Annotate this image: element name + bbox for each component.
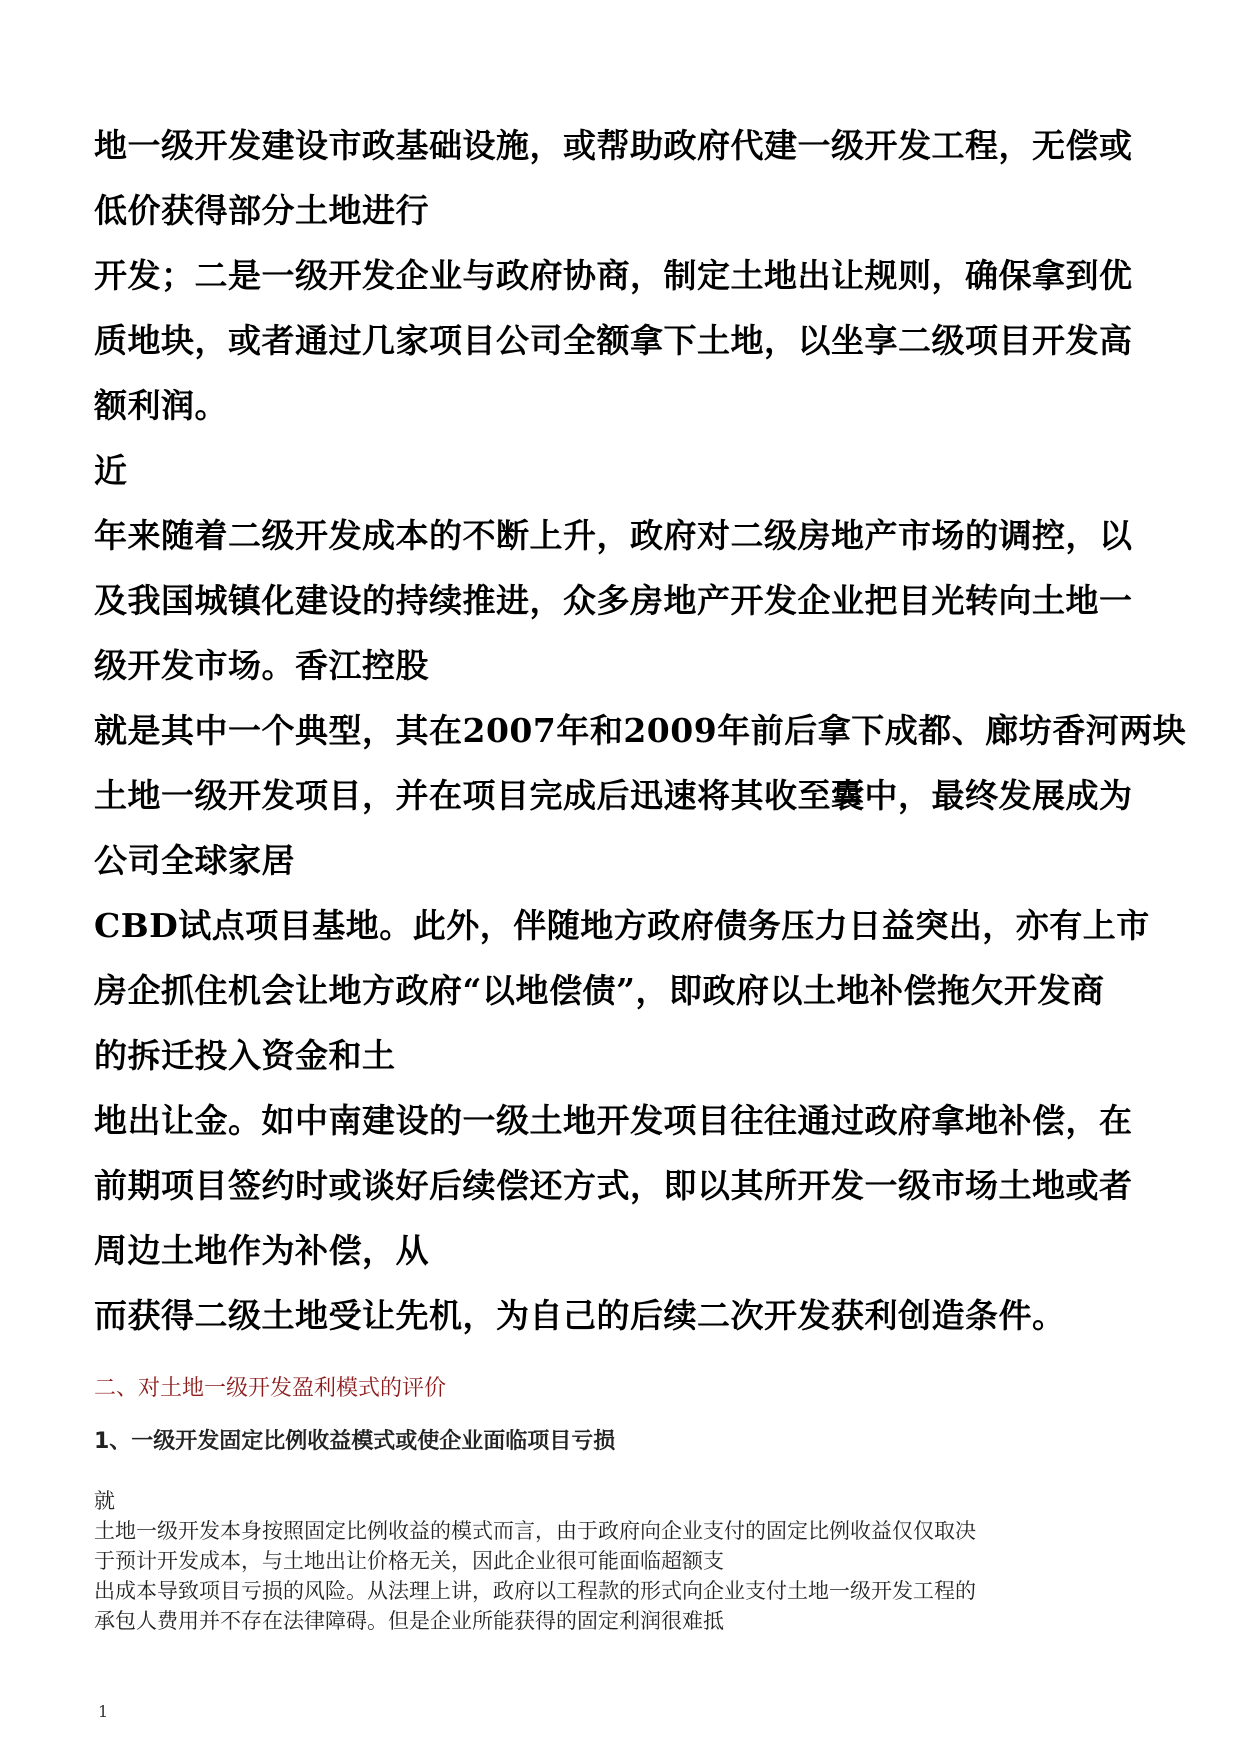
body-line: 地出让金。如中南建设的一级土地开发项目往往通过政府拿地补偿，在	[94, 1101, 1133, 1140]
body-line: 近	[94, 451, 128, 490]
body-line: 额利润。	[94, 386, 228, 425]
body-text-small	[94, 1486, 1164, 1636]
small-line: 于预计开发成本，与土地出让价格无关，因此企业很可能面临超额支	[94, 1549, 724, 1573]
page-number: 1	[98, 1702, 109, 1721]
subsection-heading: 1、一级开发固定比例收益模式或使企业面临项目亏损	[94, 1429, 616, 1454]
body-line: 质地块，或者通过几家项目公司全额拿下土地，以坐享二级项目开发高	[94, 321, 1133, 360]
body-line: 低价获得部分土地进行	[94, 191, 429, 230]
body-line: 的拆迁投入资金和土	[94, 1036, 396, 1075]
small-line: 就	[94, 1489, 115, 1513]
body-line: 房企抓住机会让地方政府“以地偿债”，即政府以土地补偿拖欠开发商	[94, 971, 1105, 1010]
body-line: 土地一级开发项目，并在项目完成后迅速将其收至囊中，最终发展成为	[94, 776, 1133, 815]
body-line: 而获得二级土地受让先机，为自己的后续二次开发获利创造条件。	[94, 1296, 1066, 1335]
small-line: 出成本导致项目亏损的风险。从法理上讲，政府以工程款的形式向企业支付土地一级开发工程的	[94, 1579, 976, 1603]
body-line: 开发；二是一级开发企业与政府协商，制定土地出让规则，确保拿到优	[94, 256, 1133, 295]
small-line: 土地一级开发本身按照固定比例收益的模式而言，由于政府向企业支付的固定比例收益仅仅取决	[94, 1519, 976, 1543]
body-line: CBD试点项目基地。此外，伴随地方政府债务压力日益突出，亦有上市	[94, 906, 1150, 945]
body-text-large	[94, 113, 1187, 1348]
body-line: 地一级开发建设市政基础设施，或帮助政府代建一级开发工程，无偿或	[94, 126, 1133, 165]
body-line: 就是其中一个典型，其在2007年和2009年前后拿下成都、廊坊香河两块	[94, 711, 1187, 750]
body-line: 周边土地作为补偿，从	[94, 1231, 429, 1270]
body-line: 级开发市场。香江控股	[94, 646, 429, 685]
body-line: 及我国城镇化建设的持续推进，众多房地产开发企业把目光转向土地一	[94, 581, 1133, 620]
section-heading: 二、对土地一级开发盈利模式的评价	[94, 1376, 447, 1401]
body-line: 前期项目签约时或谈好后续偿还方式，即以其所开发一级市场土地或者	[94, 1166, 1133, 1205]
small-line: 承包人费用并不存在法律障碍。但是企业所能获得的固定利润很难抵	[94, 1609, 724, 1633]
body-line: 公司全球家居	[94, 841, 295, 880]
body-line: 年来随着二级开发成本的不断上升，政府对二级房地产市场的调控，以	[94, 516, 1133, 555]
